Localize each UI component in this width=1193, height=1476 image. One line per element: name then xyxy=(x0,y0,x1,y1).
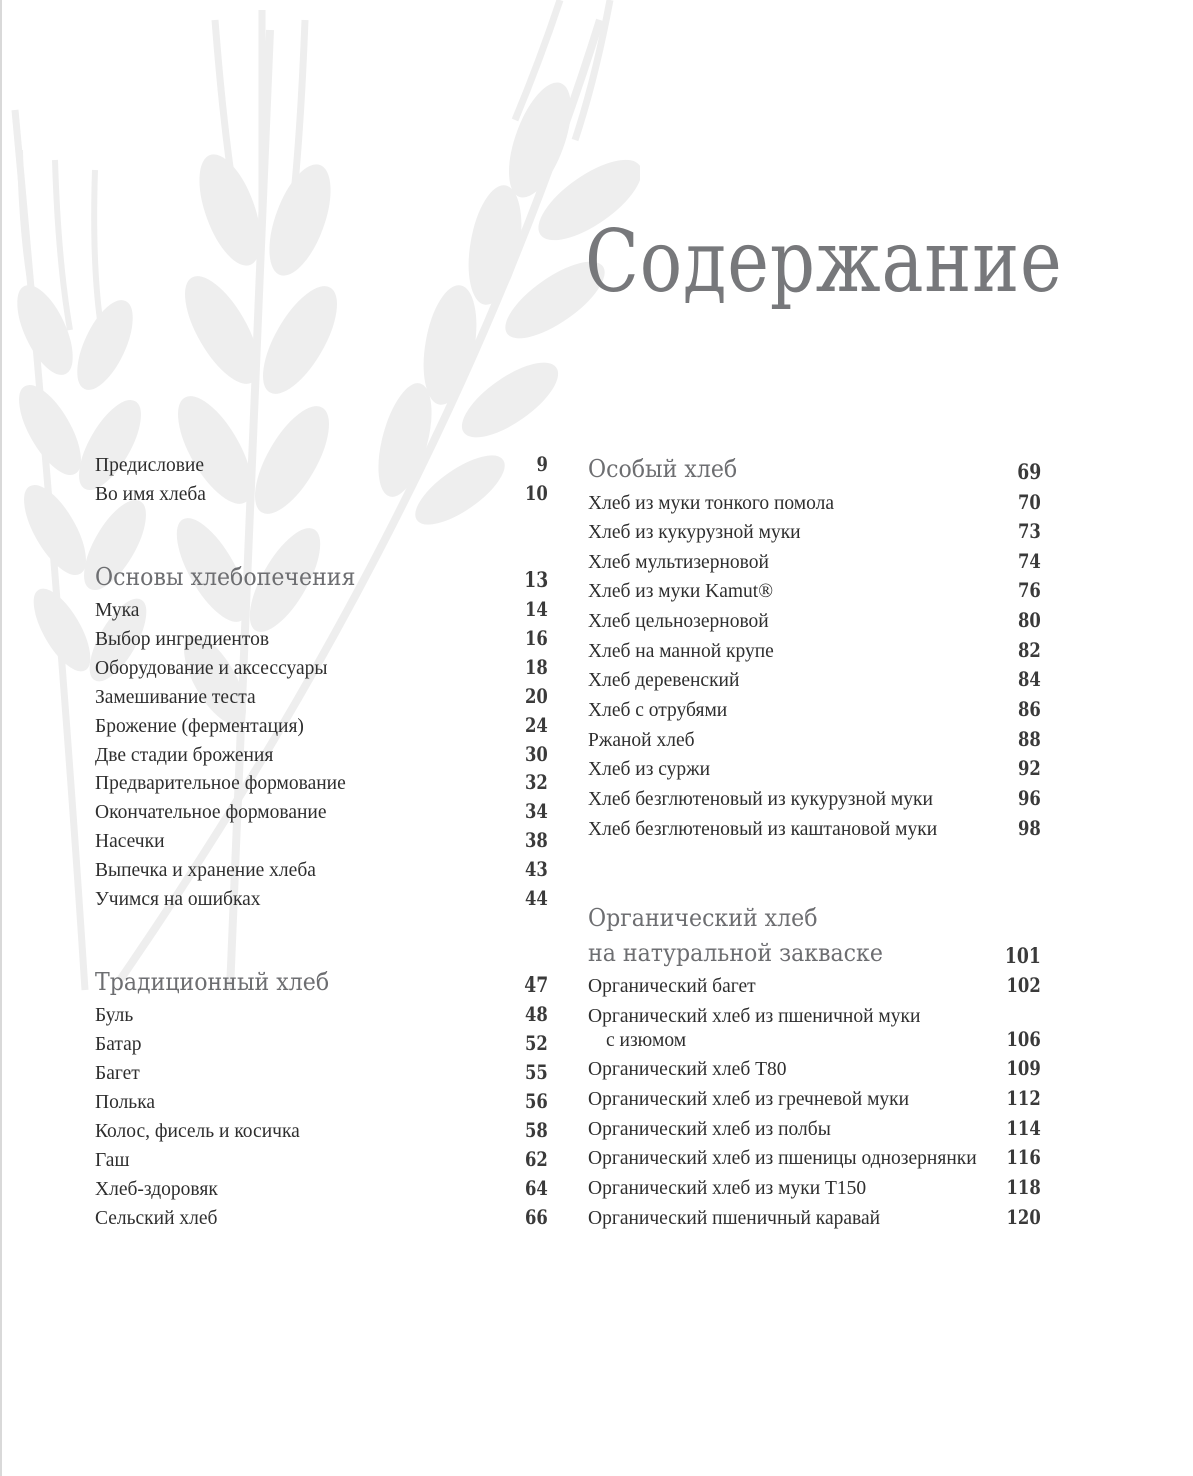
toc-right-column xyxy=(588,452,1043,1242)
section-heading-line1[interactable]: Органический хлеб xyxy=(588,904,818,932)
toc-entry-label[interactable]: Хлеб на манной крупе xyxy=(588,641,774,662)
toc-entry-page: 66 xyxy=(525,1205,548,1229)
toc-entry-label[interactable]: Хлеб из муки тонкого помола xyxy=(588,493,835,514)
toc-left-column xyxy=(95,452,550,1242)
toc-entry-label[interactable]: Органический багет xyxy=(588,976,756,997)
toc-entry-label[interactable]: Хлеб безглютеновый из каштановой муки xyxy=(588,819,938,840)
toc-entry-label[interactable]: Сельский хлеб xyxy=(95,1208,218,1229)
toc-entry-label[interactable]: Мука xyxy=(95,600,140,621)
toc-entry-page: 106 xyxy=(1006,1027,1041,1051)
toc-entry-label[interactable]: Органический хлеб Т80 xyxy=(588,1059,787,1080)
page-title: Содержание xyxy=(585,212,1063,312)
toc-entry-label[interactable]: Замешивание теста xyxy=(95,687,256,708)
toc-entry-page: 64 xyxy=(525,1176,548,1200)
toc-entry-label[interactable]: Батар xyxy=(95,1034,142,1055)
toc-entry-label[interactable]: Брожение (ферментация) xyxy=(95,716,304,737)
toc-entry-label[interactable]: Хлеб из муки Kamut® xyxy=(588,581,774,602)
toc-entry-page: 16 xyxy=(525,626,548,650)
toc-entry-label[interactable]: Две стадии брожения xyxy=(95,745,274,766)
toc-entry-label[interactable]: Органический хлеб из гречневой муки xyxy=(588,1089,910,1110)
toc-entry-label-continued[interactable]: с изюмом xyxy=(606,1030,687,1051)
toc-entry-page: 55 xyxy=(525,1060,548,1084)
toc-entry-label[interactable]: Органический хлеб из пшеницы однозернянки xyxy=(588,1148,977,1169)
toc-entry-label[interactable]: Хлеб из суржи xyxy=(588,759,711,780)
section-heading-line2[interactable]: на натуральной закваске xyxy=(588,939,883,967)
toc-entry-page: 76 xyxy=(1018,578,1041,602)
toc-entry-page: 62 xyxy=(525,1147,548,1171)
toc-entry-page: 114 xyxy=(1006,1116,1041,1140)
toc-entry-page: 34 xyxy=(525,799,548,823)
toc-entry-page: 32 xyxy=(525,770,548,794)
toc-entry-page: 24 xyxy=(525,713,548,737)
toc-entry-label[interactable]: Хлеб деревенский xyxy=(588,670,740,691)
toc-entry-page: 102 xyxy=(1006,973,1041,997)
toc-entry-label[interactable]: Оборудование и аксессуары xyxy=(95,658,328,679)
toc-entry-label[interactable]: Хлеб цельнозерновой xyxy=(588,611,769,632)
toc-entry-page: 58 xyxy=(525,1118,548,1142)
toc-entry-page: 70 xyxy=(1018,490,1041,514)
section-page: 69 xyxy=(1017,459,1041,484)
toc-entry-label[interactable]: Хлеб с отрубями xyxy=(588,700,728,721)
toc-entry-page: 48 xyxy=(525,1002,548,1026)
toc-entry-page: 73 xyxy=(1018,519,1041,543)
toc-entry-label[interactable]: Хлеб безглютеновый из кукурузной муки xyxy=(588,789,933,810)
toc-entry-page: 112 xyxy=(1006,1086,1041,1110)
toc-entry-label[interactable]: Хлеб-здоровяк xyxy=(95,1179,218,1200)
section-heading[interactable]: Особый хлеб xyxy=(588,455,738,483)
toc-entry-label[interactable]: Учимся на ошибках xyxy=(95,889,261,910)
toc-entry-page: 10 xyxy=(525,481,548,505)
section-page: 13 xyxy=(524,567,548,592)
toc-entry-page: 14 xyxy=(525,597,548,621)
toc-entry-page: 109 xyxy=(1006,1056,1041,1080)
toc-entry-page: 118 xyxy=(1006,1175,1041,1199)
toc-entry-page: 116 xyxy=(1006,1145,1041,1169)
toc-entry-label[interactable]: Окончательное формование xyxy=(95,802,327,823)
toc-entry-label[interactable]: Гаш xyxy=(95,1150,130,1171)
toc-entry-page: 86 xyxy=(1018,697,1041,721)
toc-entry-label[interactable]: Во имя хлеба xyxy=(95,484,206,505)
toc-entry-page: 44 xyxy=(525,886,548,910)
toc-entry-page: 56 xyxy=(525,1089,548,1113)
toc-entry-page: 82 xyxy=(1018,638,1041,662)
toc-entry-label[interactable]: Предварительное формование xyxy=(95,773,346,794)
section-page: 101 xyxy=(1005,943,1041,968)
section-heading[interactable]: Традиционный хлеб xyxy=(95,968,330,996)
toc-entry-page: 74 xyxy=(1018,549,1041,573)
toc-entry-label[interactable]: Органический хлеб из полбы xyxy=(588,1119,831,1140)
toc-entry-page: 92 xyxy=(1018,756,1041,780)
toc-entry-label[interactable]: Насечки xyxy=(95,831,165,852)
toc-entry-page: 18 xyxy=(525,655,548,679)
toc-entry-page: 9 xyxy=(536,452,548,476)
toc-entry-label[interactable]: Хлеб из кукурузной муки xyxy=(588,522,801,543)
toc-entry-label[interactable]: Колос, фисель и косичка xyxy=(95,1121,300,1142)
section-page: 47 xyxy=(524,972,548,997)
toc-entry-label[interactable]: Предисловие xyxy=(95,455,205,476)
section-heading[interactable]: Основы хлебопечения xyxy=(95,563,356,591)
toc-entry-label[interactable]: Органический хлеб из муки Т150 xyxy=(588,1178,867,1199)
toc-entry-label[interactable]: Органический хлеб из пшеничной муки xyxy=(588,1006,921,1027)
toc-entry-page: 38 xyxy=(525,828,548,852)
toc-entry-label[interactable]: Буль xyxy=(95,1005,134,1026)
toc-entry-label[interactable]: Багет xyxy=(95,1063,140,1084)
toc-entry-label[interactable]: Ржаной хлеб xyxy=(588,730,695,751)
toc-entry-page: 98 xyxy=(1018,816,1041,840)
toc-entry-label[interactable]: Выбор ингредиентов xyxy=(95,629,270,650)
toc-entry-page: 80 xyxy=(1018,608,1041,632)
toc-entry-label[interactable]: Полька xyxy=(95,1092,156,1113)
toc-entry-page: 43 xyxy=(525,857,548,881)
toc-entry-page: 20 xyxy=(525,684,548,708)
toc-entry-label[interactable]: Органический пшеничный каравай xyxy=(588,1208,881,1229)
toc-entry-page: 88 xyxy=(1018,727,1041,751)
toc-entry-page: 30 xyxy=(525,742,548,766)
toc-entry-page: 52 xyxy=(525,1031,548,1055)
toc-entry-label[interactable]: Выпечка и хранение хлеба xyxy=(95,860,316,881)
toc-entry-page: 120 xyxy=(1006,1205,1041,1229)
toc-entry-page: 96 xyxy=(1018,786,1041,810)
toc-entry-label[interactable]: Хлеб мультизерновой xyxy=(588,552,769,573)
toc-entry-page: 84 xyxy=(1018,667,1041,691)
